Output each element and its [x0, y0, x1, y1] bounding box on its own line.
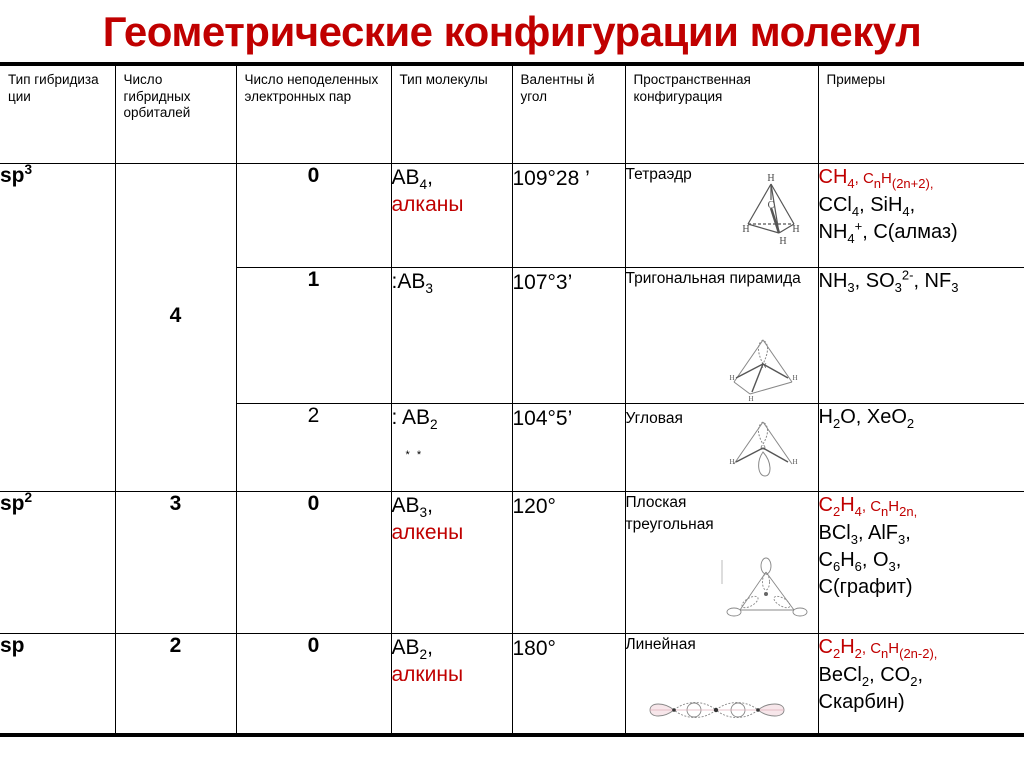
superscript: 2- [901, 267, 914, 283]
bond-angle-cell: 107°3’ [512, 268, 625, 404]
linear-diagram-icon [646, 696, 796, 733]
molecular-geometry-table [0, 62, 1024, 737]
hybridization-cell [0, 164, 115, 492]
example-formula: O, XeO [840, 406, 907, 428]
orbitals-cell: 3 [115, 492, 236, 634]
svg-text:H: H [741, 224, 750, 235]
lone-pairs-cell: 2 [236, 404, 391, 492]
molecule-type-cell [391, 634, 512, 735]
hybridization-label: sp [0, 492, 25, 515]
configuration-cell [625, 492, 818, 634]
molecule-class: алкины [391, 663, 464, 686]
example-formula: H [818, 406, 833, 428]
lone-pairs-cell: 0 [236, 634, 391, 735]
example-formula: NH [818, 221, 848, 243]
header-hybrid-orbitals: Число гибридных орбиталей [115, 64, 236, 164]
examples-cell [818, 404, 1024, 492]
subscript: n [873, 176, 882, 191]
examples-cell [818, 268, 1024, 404]
example-formula: , AlF [857, 522, 898, 544]
subscript: 4 [847, 176, 855, 191]
configuration-cell [625, 404, 818, 492]
molecule-comma: , [427, 494, 433, 517]
svg-text:H: H [728, 458, 735, 466]
examples-cell [818, 634, 1024, 735]
example-formula: H [888, 498, 900, 515]
hybridization-label: sp [0, 634, 25, 657]
table-header-row [0, 64, 1024, 164]
subscript: 3 [894, 280, 902, 295]
subscript: (2n-2), [899, 646, 938, 661]
example-formula: BCl [818, 522, 851, 544]
subscript: 2n, [899, 504, 918, 519]
bent-diagram-icon [726, 412, 801, 494]
header-hybridization-type: Тип гибридиза ции [0, 64, 115, 164]
molecule-class: алканы [391, 193, 464, 216]
hybridization-cell [0, 492, 115, 634]
molecule-subscript: 2 [419, 647, 428, 663]
subscript: n [881, 646, 889, 661]
hybridization-superscript: 3 [24, 162, 33, 177]
configuration-cell [625, 268, 818, 404]
molecule-comma: , [427, 636, 433, 659]
molecule-type-cell [391, 404, 512, 492]
subscript: 2 [910, 674, 918, 689]
configuration-label: Плоская треугольная [625, 494, 714, 533]
example-formula: BeCl [818, 664, 862, 686]
bond-angle-cell: 109°28 ’ [512, 164, 625, 268]
header-spatial-configuration: Пространственная конфигурация [625, 64, 818, 164]
molecule-class: алкены [391, 521, 464, 544]
subscript: 3 [847, 280, 855, 295]
hybridization-cell [0, 634, 115, 735]
svg-text:H: H [766, 173, 775, 184]
svg-text:H: H [791, 224, 800, 235]
lone-pairs-cell: 1 [236, 268, 391, 404]
subscript: 3 [850, 532, 858, 547]
example-formula: , SO [854, 270, 895, 292]
separator: , [905, 522, 911, 544]
svg-text:N: N [760, 362, 767, 370]
molecule-type-cell [391, 492, 512, 634]
separator: , [909, 194, 916, 216]
molecule-formula: :AB [391, 270, 426, 293]
subscript: 2 [832, 646, 841, 661]
example-formula: C(графит) [818, 576, 913, 598]
subscript: 2 [854, 646, 862, 661]
header-molecule-type: Тип молекулы [391, 64, 512, 164]
example-formula: Скарбин) [818, 691, 905, 713]
example-formula: , CO [869, 664, 911, 686]
subscript: (2n+2), [891, 176, 934, 191]
subscript: 2 [906, 416, 915, 431]
example-formula: NH [818, 270, 848, 292]
molecule-formula: AB [391, 166, 420, 189]
separator: , [917, 664, 924, 686]
molecule-formula: : AB [391, 406, 431, 429]
subscript: 3 [897, 532, 906, 547]
subscript: 4 [902, 204, 910, 219]
example-formula: , C(алмаз) [862, 221, 958, 243]
orbitals-cell [115, 164, 236, 492]
molecule-formula: AB [391, 494, 420, 517]
molecule-subscript: 3 [425, 281, 433, 297]
subscript: 2 [832, 416, 841, 431]
configuration-label: Тетраэдр [625, 166, 692, 183]
example-formula: , C [854, 170, 874, 187]
example-formula: , C [861, 640, 882, 657]
configuration-cell [625, 634, 818, 735]
subscript: 3 [951, 280, 959, 295]
example-formula: H [840, 549, 855, 571]
tetrahedral-diagram-icon [726, 164, 816, 264]
example-formula: , O [861, 549, 889, 571]
example-formula: H [881, 170, 892, 187]
molecule-type-cell [391, 164, 512, 268]
subscript: 2 [832, 504, 841, 519]
lone-pairs-cell: 0 [236, 492, 391, 634]
subscript: 6 [832, 559, 841, 574]
table-row [0, 164, 1024, 268]
molecule-formula: AB [391, 636, 420, 659]
svg-text:H: H [728, 374, 735, 382]
header-lone-pairs: Число неподеленных электронных пар [236, 64, 391, 164]
molecule-comma: , [427, 166, 433, 189]
separator: , [895, 549, 902, 571]
orbitals-count: 4 [169, 303, 182, 327]
subscript: 2 [861, 674, 870, 689]
hybridization-label: sp [0, 164, 25, 187]
molecule-subscript: 3 [419, 505, 428, 521]
lone-pair-dots: * * [405, 449, 424, 461]
svg-text:O: O [759, 444, 766, 452]
example-formula: C [818, 494, 833, 516]
table-row [0, 634, 1024, 735]
example-formula: , SiH [859, 194, 903, 216]
bond-angle-cell: 120° [512, 492, 625, 634]
lone-pairs-cell: 0 [236, 164, 391, 268]
header-bond-angle: Валентны й угол [512, 64, 625, 164]
examples-cell [818, 492, 1024, 634]
configuration-cell [625, 164, 818, 268]
trigonal-planar-diagram-icon [714, 554, 814, 631]
example-formula: H [840, 494, 855, 516]
molecule-subscript: 4 [419, 177, 428, 193]
example-formula: CH [818, 166, 848, 188]
bond-angle-cell: 104°5’ [512, 404, 625, 492]
configuration-label: Тригональная пирамида [625, 270, 801, 287]
molecule-type-cell [391, 268, 512, 404]
bond-angle-cell: 180° [512, 634, 625, 735]
header-examples: Примеры [818, 64, 1024, 164]
example-formula: , NF [913, 270, 952, 292]
example-formula: C [818, 636, 833, 658]
subscript: 4 [854, 504, 862, 519]
subscript: n [881, 504, 889, 519]
svg-text:H: H [778, 236, 787, 247]
molecule-subscript: 2 [430, 417, 438, 433]
trigonal-pyramid-diagram-icon [726, 330, 801, 412]
examples-cell [818, 164, 1024, 268]
subscript: 6 [854, 559, 862, 574]
svg-text:H: H [791, 458, 798, 466]
subscript: 3 [888, 559, 896, 574]
example-formula: H [888, 640, 900, 657]
subscript: 4 [851, 204, 860, 219]
svg-text:C: C [767, 200, 774, 211]
page-title: Геометрические конфигурации молекул [102, 8, 922, 55]
svg-text:H: H [747, 395, 754, 403]
table-row [0, 492, 1024, 634]
example-formula: H [840, 636, 855, 658]
example-formula: CCl [818, 194, 852, 216]
configuration-label: Угловая [625, 410, 683, 427]
svg-text:H: H [791, 374, 798, 382]
configuration-label: Линейная [625, 636, 696, 653]
orbitals-cell: 2 [115, 634, 236, 735]
example-formula: C [818, 549, 833, 571]
example-formula: , C [861, 498, 882, 515]
superscript: + [854, 218, 863, 234]
subscript: 4 [847, 231, 855, 246]
hybridization-superscript: 2 [24, 490, 33, 505]
